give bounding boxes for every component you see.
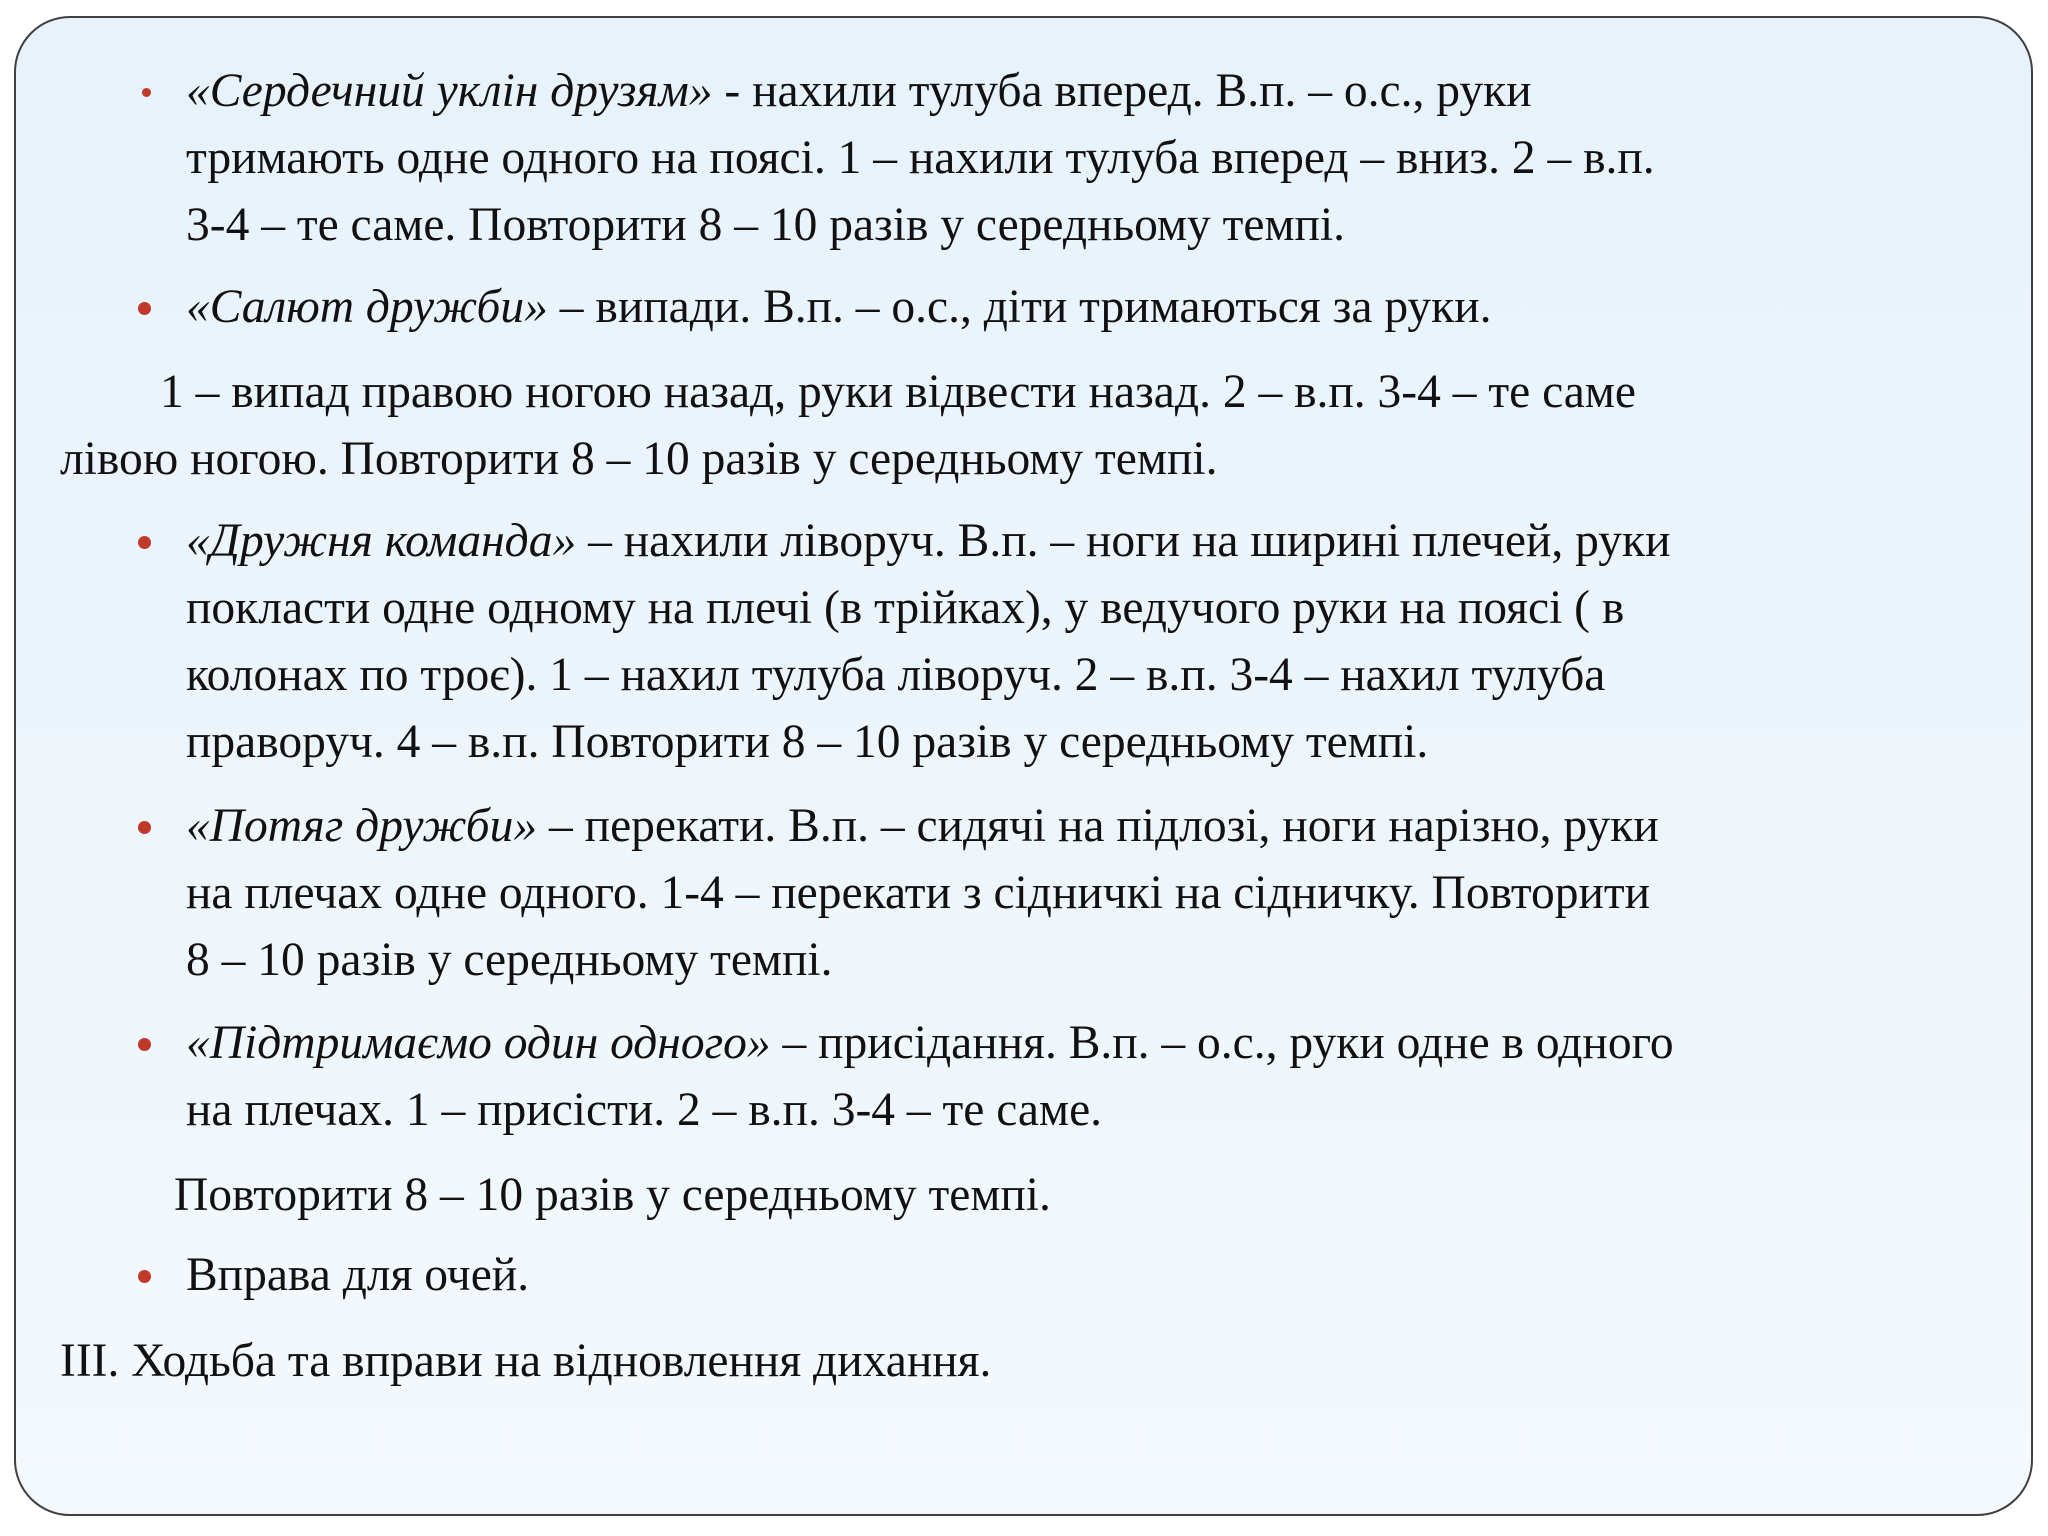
paragraph-line: Повторити 8 – 10 разів у середньому темпі. xyxy=(174,1169,1051,1221)
list-item xyxy=(186,793,2006,994)
item-text: – перекати. В.п. – сидячі на підлозі, ноги нарізно, руки xyxy=(537,800,1659,852)
list-item xyxy=(186,274,2006,341)
list-item xyxy=(186,1010,2006,1144)
item-title: «Сердечний уклін друзям» xyxy=(186,65,713,117)
list-item xyxy=(186,508,2006,776)
item-text: – випади. В.п. – о.с., діти тримаються за руки. xyxy=(547,281,1492,333)
item-text: - нахили тулуба вперед. В.п. – о.с., руки xyxy=(712,65,1532,117)
item-title: «Підтримаємо один одного» xyxy=(186,1017,771,1069)
item-text: 8 – 10 разів у середньому темпі. xyxy=(186,934,833,986)
bullet-icon xyxy=(138,536,151,549)
bullet-icon xyxy=(142,88,151,97)
paragraph-line: лівою ногою. Повторити 8 – 10 разів у середньому темпі. xyxy=(60,433,1218,485)
item-text: – нахили ліворуч. В.п. – ноги на ширині плечей, руки xyxy=(576,515,1671,567)
item-text: на плечах одне одного. 1-4 – перекати з сідничкі на сідничку. Повторити xyxy=(186,867,1651,919)
bullet-icon xyxy=(138,821,151,834)
item-text: тримають одне одного на поясі. 1 – нахили тулуба вперед – вниз. 2 – в.п. xyxy=(186,132,1655,184)
list-item xyxy=(186,1242,2006,1309)
item-text: – присідання. В.п. – о.с., руки одне в одного xyxy=(770,1017,1674,1069)
item-text: 3-4 – те саме. Повторити 8 – 10 разів у середньому темпі. xyxy=(186,199,1346,251)
item-text: покласти одне одному на плечі (в трійках), у ведучого руки на поясі ( в xyxy=(186,582,1625,634)
bullet-icon xyxy=(138,302,151,315)
section-heading: ІІІ. Ходьба та вправи на відновлення дихання. xyxy=(60,1335,992,1387)
item-title: «Потяг дружби» xyxy=(186,800,538,852)
item-title: «Салют дружби» xyxy=(186,281,548,333)
paragraph-line: 1 – випад правою ногою назад, руки відвести назад. 2 – в.п. 3-4 – те саме xyxy=(160,366,1636,418)
item-text: Вправа для очей. xyxy=(186,1249,530,1301)
item-title: «Дружня команда» xyxy=(186,515,577,567)
item-text: колонах по троє). 1 – нахил тулуба ліворуч. 2 – в.п. 3-4 – нахил тулуба xyxy=(186,649,1606,701)
bullet-icon xyxy=(138,1270,151,1283)
list-item xyxy=(186,58,2006,259)
bullet-icon xyxy=(138,1038,151,1051)
item-text: на плечах. 1 – присісти. 2 – в.п. 3-4 – те саме. xyxy=(186,1084,1103,1136)
item-text: праворуч. 4 – в.п. Повторити 8 – 10 разів у середньому темпі. xyxy=(186,716,1429,768)
